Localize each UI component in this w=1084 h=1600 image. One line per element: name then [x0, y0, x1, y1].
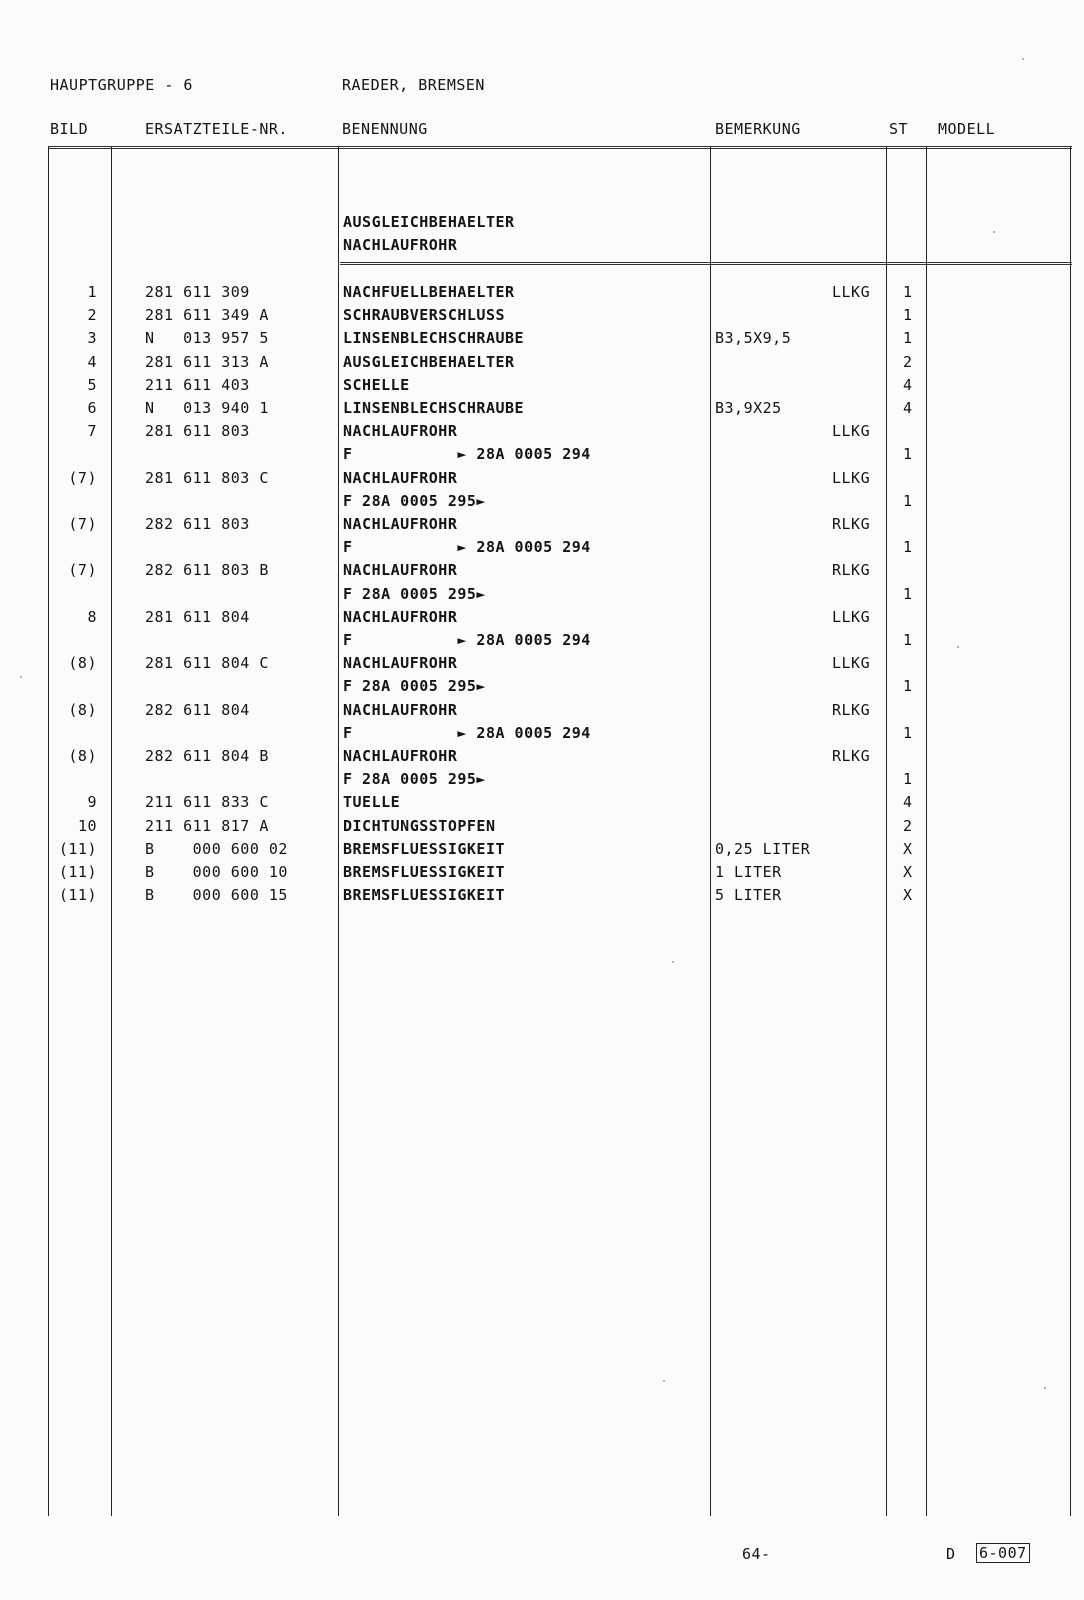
scan-speck: [672, 961, 674, 963]
group-label: HAUPTGRUPPE - 6: [50, 76, 193, 94]
header-rule: [48, 146, 1072, 149]
cell-side: LLKG: [832, 654, 871, 672]
cell-benennung: NACHLAUFROHR: [343, 701, 458, 719]
cell-bild: (7): [68, 515, 97, 533]
cell-bild: 7: [87, 422, 97, 440]
cell-part-number: 282 611 803: [145, 515, 250, 533]
cell-part-number: 211 611 833 C: [145, 793, 269, 811]
cell-benennung: F ► 28A 0005 294: [343, 724, 591, 742]
cell-benennung: F 28A 0005 295►: [343, 492, 486, 510]
col-benennung: BENENNUNG: [342, 120, 428, 138]
cell-part-number: 211 611 403: [145, 376, 250, 394]
cell-part-number: B 000 600 10: [145, 863, 288, 881]
cell-part-number: N 013 940 1: [145, 399, 269, 417]
cell-benennung: F 28A 0005 295►: [343, 677, 486, 695]
cell-benennung: NACHLAUFROHR: [343, 747, 458, 765]
scan-speck: [1044, 1387, 1046, 1389]
cell-bild: 1: [87, 283, 97, 301]
col-st: ST: [889, 120, 909, 138]
cell-bild: 4: [87, 353, 97, 371]
cell-benennung: NACHLAUFROHR: [343, 469, 458, 487]
cell-st: 1: [903, 677, 913, 695]
cell-bemerkung: B3,5X9,5: [715, 329, 792, 347]
cell-bild: (11): [58, 840, 97, 858]
cell-benennung: NACHLAUFROHR: [343, 515, 458, 533]
col-divider: [886, 146, 887, 1516]
cell-bild: 2: [87, 306, 97, 324]
cell-side: RLKG: [832, 747, 871, 765]
cell-part-number: 281 611 309: [145, 283, 250, 301]
scan-speck: [957, 646, 959, 648]
cell-part-number: 281 611 803 C: [145, 469, 269, 487]
cell-part-number: 282 611 803 B: [145, 561, 269, 579]
cell-side: LLKG: [832, 469, 871, 487]
cell-side: RLKG: [832, 561, 871, 579]
scan-speck: [1022, 58, 1024, 60]
cell-st: 1: [903, 631, 913, 649]
cell-benennung: DICHTUNGSSTOPFEN: [343, 817, 496, 835]
cell-benennung: F 28A 0005 295►: [343, 770, 486, 788]
col-bemerkung: BEMERKUNG: [715, 120, 801, 138]
col-modell: MODELL: [938, 120, 996, 138]
scan-speck: [993, 231, 995, 233]
cell-part-number: 281 611 804: [145, 608, 250, 626]
cell-benennung: NACHLAUFROHR: [343, 608, 458, 626]
cell-benennung: SCHRAUBVERSCHLUSS: [343, 306, 506, 324]
cell-st: 1: [903, 585, 913, 603]
cell-st: 1: [903, 492, 913, 510]
cell-bild: 10: [77, 817, 97, 835]
col-divider: [710, 146, 711, 1516]
cell-benennung: BREMSFLUESSIGKEIT: [343, 863, 506, 881]
cell-bild: (8): [68, 747, 97, 765]
group-title: RAEDER, BREMSEN: [342, 76, 485, 94]
cell-part-number: 211 611 817 A: [145, 817, 269, 835]
cell-bild: 9: [87, 793, 97, 811]
cell-side: LLKG: [832, 283, 871, 301]
cell-part-number: 281 611 349 A: [145, 306, 269, 324]
cell-bild: 5: [87, 376, 97, 394]
cell-part-number: 281 611 804 C: [145, 654, 269, 672]
cell-benennung: F ► 28A 0005 294: [343, 445, 591, 463]
col-divider: [48, 146, 49, 1516]
scan-speck: [20, 676, 22, 678]
cell-bild: (8): [68, 701, 97, 719]
cell-st: 1: [903, 306, 913, 324]
cell-bild: 3: [87, 329, 97, 347]
section-code: 6-007: [976, 1543, 1030, 1563]
section-rule: [340, 262, 1072, 265]
cell-side: LLKG: [832, 422, 871, 440]
col-bild: BILD: [50, 120, 89, 138]
cell-part-number: 281 611 313 A: [145, 353, 269, 371]
cell-st: 1: [903, 724, 913, 742]
cell-benennung: LINSENBLECHSCHRAUBE: [343, 329, 525, 347]
cell-part-number: 282 611 804: [145, 701, 250, 719]
col-divider: [338, 146, 339, 1516]
cell-bemerkung: 5 LITER: [715, 886, 782, 904]
cell-bemerkung: 1 LITER: [715, 863, 782, 881]
cell-st: 4: [903, 376, 913, 394]
page-number: 64-: [742, 1545, 771, 1563]
cell-bild: 8: [87, 608, 97, 626]
cell-st: 1: [903, 538, 913, 556]
cell-st: X: [903, 863, 913, 881]
col-divider: [1070, 146, 1071, 1516]
cell-benennung: AUSGLEICHBEHAELTER: [343, 353, 515, 371]
cell-part-number: 281 611 803: [145, 422, 250, 440]
cell-st: 1: [903, 770, 913, 788]
cell-bild: (7): [68, 561, 97, 579]
cell-st: 2: [903, 353, 913, 371]
language-code: D: [946, 1545, 956, 1563]
cell-st: 4: [903, 793, 913, 811]
col-ersatzteil: ERSATZTEILE-NR.: [145, 120, 288, 138]
cell-st: 1: [903, 329, 913, 347]
cell-st: 1: [903, 445, 913, 463]
cell-bemerkung: B3,9X25: [715, 399, 782, 417]
cell-benennung: NACHFUELLBEHAELTER: [343, 283, 515, 301]
cell-benennung: NACHLAUFROHR: [343, 422, 458, 440]
cell-bemerkung: 0,25 LITER: [715, 840, 811, 858]
cell-bild: (8): [68, 654, 97, 672]
cell-benennung: F ► 28A 0005 294: [343, 538, 591, 556]
col-divider: [111, 146, 112, 1516]
cell-part-number: B 000 600 15: [145, 886, 288, 904]
cell-benennung: TUELLE: [343, 793, 401, 811]
cell-benennung: NACHLAUFROHR: [343, 561, 458, 579]
cell-side: RLKG: [832, 515, 871, 533]
cell-benennung: F 28A 0005 295►: [343, 585, 486, 603]
cell-st: 1: [903, 283, 913, 301]
scan-speck: [663, 1380, 665, 1382]
cell-st: X: [903, 886, 913, 904]
cell-part-number: B 000 600 02: [145, 840, 288, 858]
col-divider: [926, 146, 927, 1516]
section-title: AUSGLEICHBEHAELTER: [343, 213, 515, 231]
cell-side: LLKG: [832, 608, 871, 626]
cell-part-number: N 013 957 5: [145, 329, 269, 347]
cell-benennung: NACHLAUFROHR: [343, 654, 458, 672]
cell-bild: (11): [58, 863, 97, 881]
cell-bild: 6: [87, 399, 97, 417]
cell-benennung: BREMSFLUESSIGKEIT: [343, 886, 506, 904]
cell-part-number: 282 611 804 B: [145, 747, 269, 765]
cell-benennung: SCHELLE: [343, 376, 410, 394]
section-subtitle: NACHLAUFROHR: [343, 236, 458, 254]
cell-bild: (11): [58, 886, 97, 904]
cell-st: X: [903, 840, 913, 858]
cell-benennung: F ► 28A 0005 294: [343, 631, 591, 649]
cell-st: 4: [903, 399, 913, 417]
cell-benennung: LINSENBLECHSCHRAUBE: [343, 399, 525, 417]
cell-benennung: BREMSFLUESSIGKEIT: [343, 840, 506, 858]
cell-side: RLKG: [832, 701, 871, 719]
cell-st: 2: [903, 817, 913, 835]
cell-bild: (7): [68, 469, 97, 487]
